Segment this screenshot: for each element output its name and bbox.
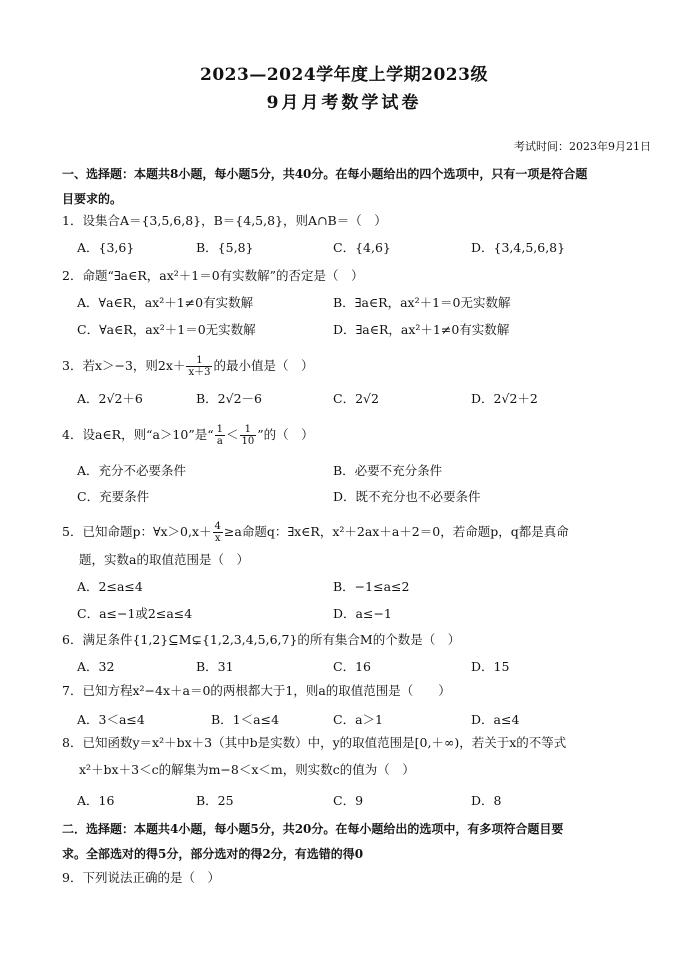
q4-fraction-2 <box>240 424 257 447</box>
q7-option-c: C．a＞1 <box>333 712 383 727</box>
q1-option-b: B．{5,8} <box>196 240 254 255</box>
q5-stem-post: ≥a命题q：∃x∈R，x²＋2ax＋a＋2＝0，若命题p，q都是真命 <box>223 524 569 539</box>
q5-stem-pre: 5．已知命题p：∀x＞0,x＋ <box>62 524 212 539</box>
q6-stem: 6．满足条件{1,2}⊆M⊊{1,2,3,4,5,6,7}的所有集合M的个数是（ ） <box>62 632 461 647</box>
q5-option-d: D．a≤−1 <box>333 606 392 621</box>
title-line2: 9月月考数学试卷 <box>266 93 422 113</box>
q2-option-b: B．∃a∈R，ax²＋1＝0无实数解 <box>333 295 511 310</box>
q4-f2-den: 10 <box>241 436 255 447</box>
q6-option-d: D．15 <box>471 659 510 674</box>
q4-f2-num: 1 <box>240 424 257 436</box>
q7-stem: 7．已知方程x²−4x＋a＝0的两根都大于1，则a的取值范围是（ ） <box>62 683 451 698</box>
title-line1: 2023—2024学年度上学期2023级 <box>200 65 488 85</box>
q1-option-a: A．{3,6} <box>77 240 135 255</box>
q8-stem-line2: x²＋bx＋3＜c的解集为m−8＜x＜m，则实数c的值为（ ） <box>79 762 415 777</box>
q4-stem-pre: 4．设a∈R，则“a＞10”是“ <box>62 427 214 442</box>
q2-option-d: D．∃a∈R，ax²＋1≠0有实数解 <box>333 322 510 337</box>
q5-frac-num: 4 <box>214 521 221 532</box>
q7-option-d: D．a≤4 <box>471 712 520 727</box>
q8-option-a: A．16 <box>77 793 115 808</box>
q3-stem-pre: 3．若x＞−3，则2x＋ <box>62 358 186 373</box>
exam-time: 考试时间：2023年9月21日 <box>514 140 651 153</box>
q3-option-d: D．2√2＋2 <box>471 391 538 406</box>
q1-stem: 1．设集合A＝{3,5,6,8}，B＝{4,5,8}，则A∩B＝（ ） <box>62 213 387 228</box>
q7-option-a: A．3＜a≤4 <box>77 712 145 727</box>
q2-option-c: C．∀a∈R，ax²＋1＝0无实数解 <box>77 322 256 337</box>
q3-stem <box>62 355 313 378</box>
q4-f1-den: a <box>216 436 223 447</box>
q4-option-c: C．充要条件 <box>77 489 150 504</box>
q3-fraction <box>186 355 212 378</box>
q4-option-d: D．既不充分也不必要条件 <box>333 489 481 504</box>
q8-option-b: B．25 <box>196 793 234 808</box>
q5-option-b: B．−1≤a≤2 <box>333 579 410 594</box>
q1-option-c: C．{4,6} <box>333 240 391 255</box>
section2-heading-line1: 二．选择题：本题共4小题，每小题5分，共20分。在每小题给出的选项中，有多项符合题目要 <box>62 822 564 836</box>
q3-option-a: A．2√2＋6 <box>77 391 143 406</box>
q1-option-d: D．{3,4,5,6,8} <box>471 240 566 255</box>
section2-heading-line2: 求。全部选对的得5分，部分选对的得2分，有选错的得0 <box>62 847 364 861</box>
q6-option-c: C．16 <box>333 659 371 674</box>
q3-frac-den: x＋3 <box>188 367 211 378</box>
q3-stem-post: 的最小值是（ ） <box>213 358 314 373</box>
q5-option-c: C．a≤−1或2≤a≤4 <box>77 606 193 621</box>
q6-option-a: A．32 <box>77 659 115 674</box>
q2-option-a: A．∀a∈R，ax²＋1≠0有实数解 <box>77 295 254 310</box>
q5-stem-line2: 题，实数a的取值范围是（ ） <box>79 552 249 567</box>
q3-option-c: C．2√2 <box>333 391 379 406</box>
section1-heading-line2: 目要求的。 <box>62 192 123 206</box>
q4-stem-post: ”的（ ） <box>257 427 314 442</box>
q3-option-b: B．2√2－6 <box>196 391 263 406</box>
q4-less-than: ＜ <box>225 427 239 442</box>
q5-stem <box>62 521 569 544</box>
section1-heading-line1: 一、选择题：本题共8小题，每小题5分，共40分。在每小题给出的四个选项中，只有一项是符合题 <box>62 167 588 181</box>
q4-option-a: A．充分不必要条件 <box>77 463 187 478</box>
q6-option-b: B．31 <box>196 659 234 674</box>
q3-frac-num: 1 <box>186 355 212 367</box>
q5-frac-den: x <box>214 533 221 544</box>
q4-fraction-1 <box>215 424 225 447</box>
q9-stem: 9．下列说法正确的是（ ） <box>62 870 220 885</box>
q4-option-b: B．必要不充分条件 <box>333 463 443 478</box>
q5-fraction <box>213 521 223 544</box>
q4-stem <box>62 424 314 447</box>
q2-stem: 2．命题“∃a∈R，ax²＋1＝0有实数解”的否定是（ ） <box>62 268 364 283</box>
q8-stem: 8．已知函数y＝x²＋bx＋3（其中b是实数）中，y的取值范围是[0,＋∞)，若关于x的不等式 <box>62 735 567 750</box>
q8-option-c: C．9 <box>333 793 364 808</box>
q4-f1-num: 1 <box>216 424 223 435</box>
q5-option-a: A．2≤a≤4 <box>77 579 143 594</box>
q8-option-d: D．8 <box>471 793 502 808</box>
q7-option-b: B．1＜a≤4 <box>211 712 280 727</box>
